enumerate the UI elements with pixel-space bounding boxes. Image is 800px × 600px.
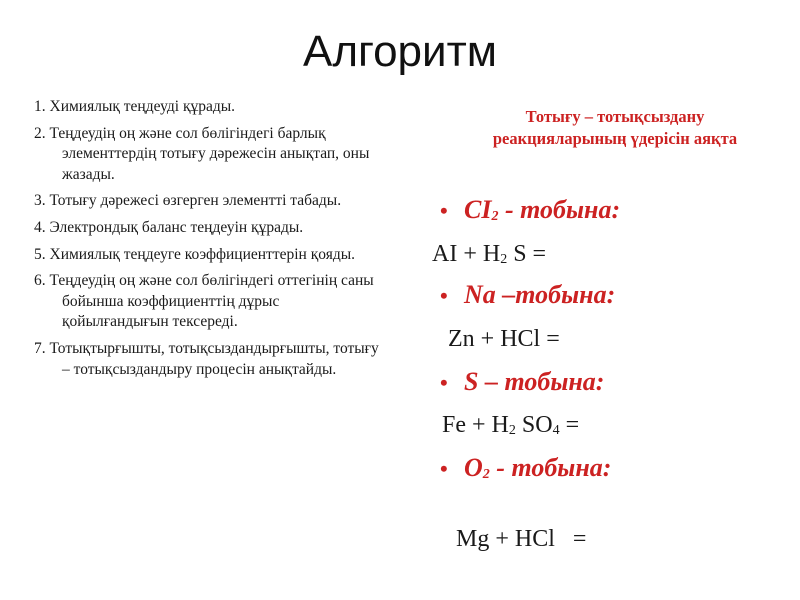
eq-subscript: 2 [500, 252, 508, 267]
heading-subscript: 2 [491, 209, 499, 224]
task-area [432, 0, 792, 600]
step-item: 7. Тотықтырғышты, тотықсыздандырғышты, тотығу – тотықсыздандыру процесін анықтайды. [34, 339, 379, 378]
step-item: 5. Химиялық теңдеуге коэффициенттерін қояды. [34, 245, 356, 263]
equation-zn-hcl [448, 325, 800, 353]
bullet-icon: • [440, 283, 448, 308]
heading-subscript: 2 [482, 467, 490, 482]
heading-main: O [464, 453, 483, 482]
group-heading-o2 [440, 453, 800, 490]
task-title: Тотығу – тотықсыздану реакцияларының үдерісін аяқта [492, 107, 738, 148]
heading-rest: - тобына: [498, 195, 621, 224]
eq-subscript: 4 [552, 423, 560, 438]
eq-part: AI + H [432, 241, 501, 267]
equation-al-h2s [432, 240, 800, 274]
eq-part: SO [515, 412, 553, 438]
equation-mg-hcl [432, 497, 800, 581]
slide-title: Алгоритм [302, 27, 498, 76]
eq-subscript: 2 [508, 423, 516, 438]
group-heading-cl2 [440, 195, 800, 232]
heading-main: Na –тобына: [464, 280, 616, 309]
eq-part: Mg + HCl = [456, 526, 587, 552]
eq-part: S = [507, 241, 547, 267]
heading-main: S – тобына: [464, 367, 605, 396]
step-item: 2. Теңдеудің оң және сол бөлігіндегі барлық элементтердің тотығу дәрежесін анықтап, оны жазады. [34, 124, 370, 183]
eq-part: Zn + HCl = [448, 326, 560, 352]
bullet-icon: • [440, 370, 448, 395]
step-item: 3. Тотығу дәрежесі өзгерген элементті табады. [34, 192, 342, 210]
eq-part: Fe + H [442, 412, 509, 438]
heading-main: CI [464, 195, 492, 224]
equation-fe-h2so4 [442, 411, 800, 445]
bullet-icon: • [440, 456, 448, 481]
step-item: 4. Электрондық баланс теңдеуін құрады. [34, 218, 304, 236]
eq-part: = [559, 412, 580, 438]
step-item: 6. Теңдеудің оң және сол бөлігіндегі оттегінің саны бойынша коэффициенттің дұрыс қойылғандығын тексереді. [34, 272, 374, 331]
bullet-icon: • [440, 198, 448, 223]
algorithm-steps-list [34, 97, 384, 386]
step-item: 1. Химиялық теңдеуді құрады. [34, 98, 236, 115]
group-heading-s [440, 367, 800, 398]
group-heading-na [440, 280, 800, 311]
heading-rest: - тобына: [489, 453, 612, 482]
